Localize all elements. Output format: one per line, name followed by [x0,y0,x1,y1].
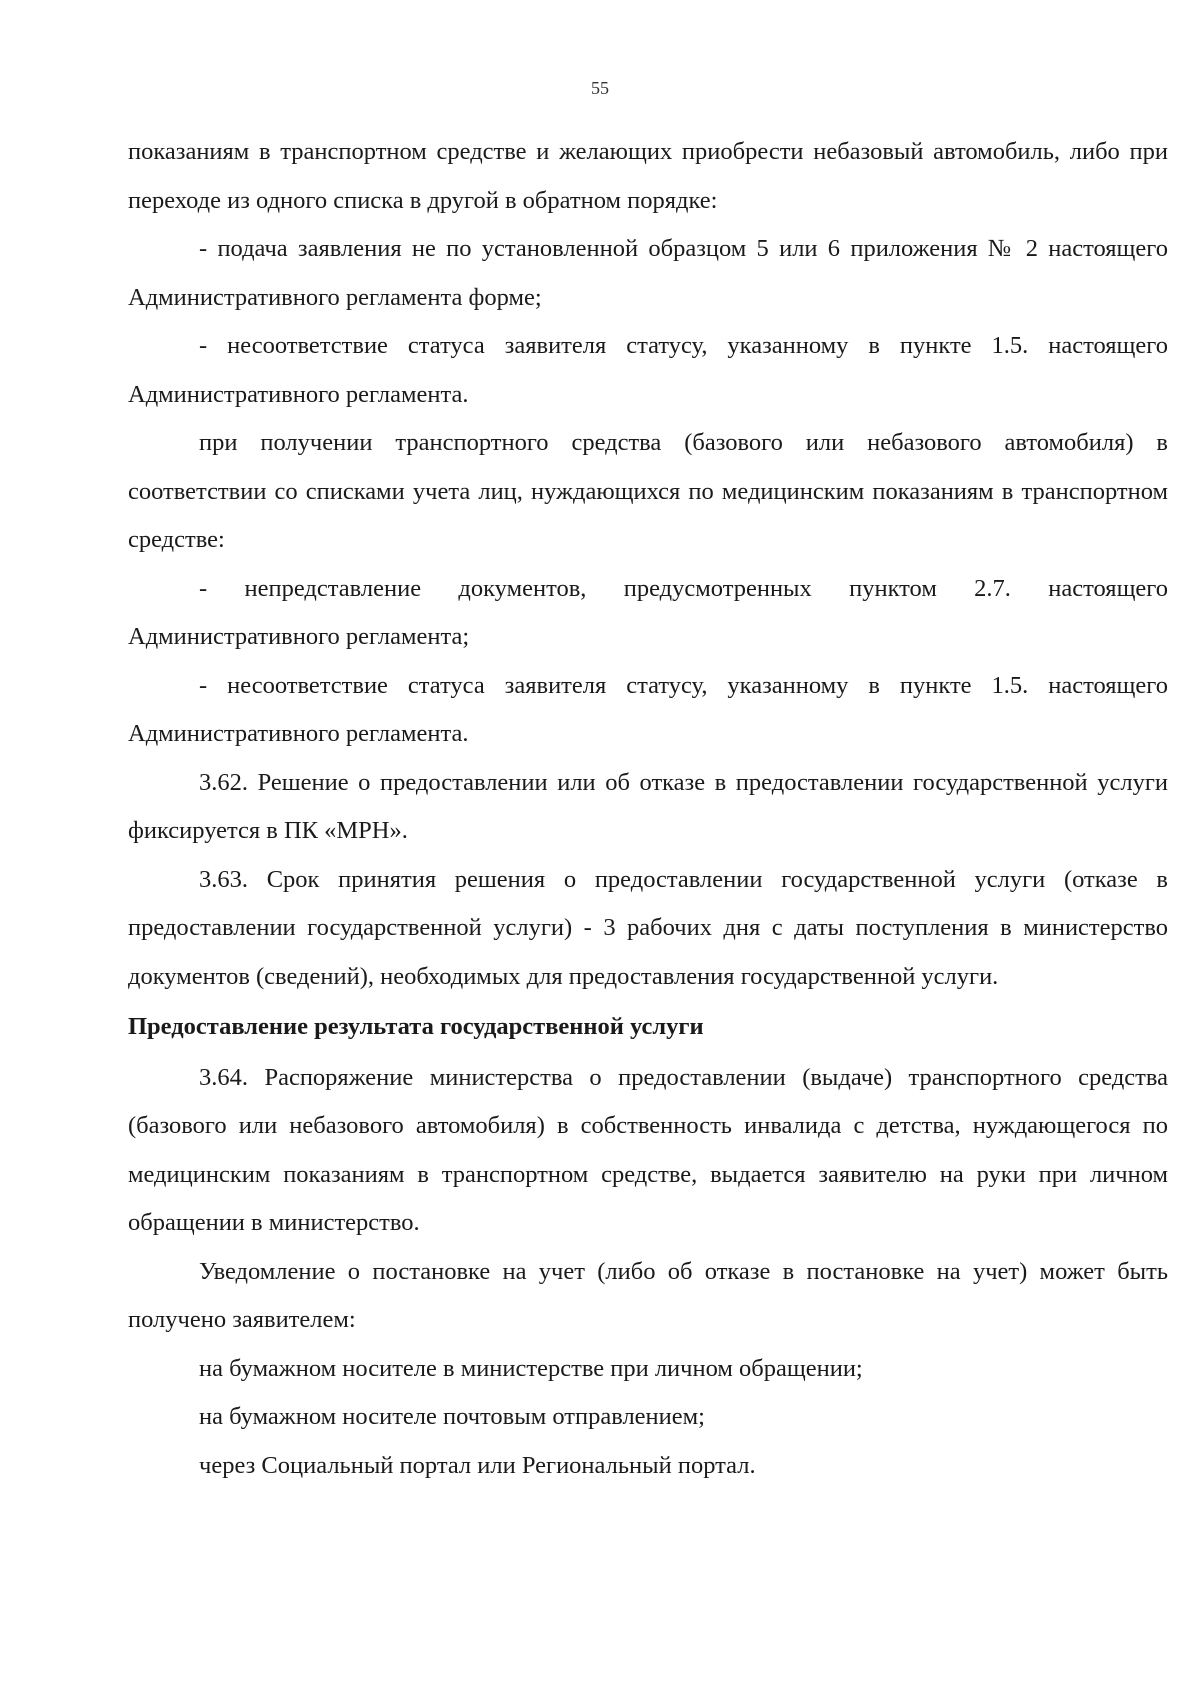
page-number: 55 [591,78,609,98]
paragraph-refusal-status: - несоответствие статуса заявителя статусу, указанному в пункте 1.5. настоящего Административного регламента. [128,332,1168,408]
list-item: на бумажном носителе в министерстве при личном обращении; [199,1354,863,1382]
paragraph-refusal-form: - подача заявления не по установленной образцом 5 или 6 приложения № 2 настоящего Административного регламента форме; [128,235,1168,311]
paragraph-continuation: показаниям в транспортном средстве и желающих приобрести небазовый автомобиль, либо при переходе из одного списка в другой в обратном порядке: [128,138,1168,214]
list-item: через Социальный портал или Региональный портал. [199,1451,756,1479]
paragraph-3-64: 3.64. Распоряжение министерства о предоставлении (выдаче) транспортного средства (базового или небазового автомобиля) в собственность инвалида с детства, нуждающегося по медицинским показаниям в транспортном средстве, выдается заявителю на руки при личном обращении в министерство. [128,1063,1168,1236]
list-item: на бумажном носителе почтовым отправлением; [199,1403,705,1430]
paragraph-3-63: 3.63. Срок принятия решения о предоставлении государственной услуги (отказе в предоставлении государственной услуги) - 3 рабочих дня с даты поступления в министерство документов (сведений), необходимых для предоставления государственной услуги. [128,865,1168,990]
paragraph-receipt-vehicle: при получении транспортного средства (базового или небазового автомобиля) в соответствии со списками учета лиц, нуждающихся по медицинским показаниям в транспортном средстве: [128,429,1168,553]
section-heading: Предоставление результата государственной услуги [128,1013,704,1040]
document-body [128,128,1168,1490]
paragraph-refusal-status-2: - несоответствие статуса заявителя статусу, указанному в пункте 1.5. настоящего Административного регламента. [128,671,1168,747]
paragraph-notification: Уведомление о постановке на учет (либо об отказе в постановке на учет) может быть получено заявителем: [128,1257,1168,1333]
paragraph-refusal-documents: - непредставление документов, предусмотренных пунктом 2.7. настоящего Административного регламента; [128,574,1168,650]
paragraph-3-62: 3.62. Решение о предоставлении или об отказе в предоставлении государственной услуги фиксируется в ПК «МРН». [128,768,1168,844]
